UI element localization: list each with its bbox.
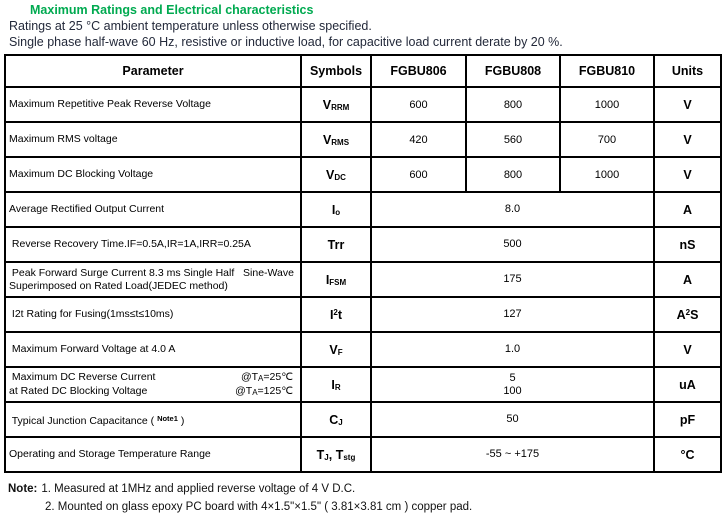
note-text-1: 1. Measured at 1MHz and applied reverse voltage of 4 V D.C. [41,483,356,495]
note-line-2 [45,498,727,516]
parameter-text [9,415,184,427]
value-line: 175 [503,273,522,285]
parameter-line [9,280,298,293]
parameter-text [9,448,211,460]
subscript-text: J [324,452,329,462]
parameter-cell [5,87,301,122]
text-segment: V [322,132,332,147]
value-cell-merged [371,332,654,367]
value-cell: 600 [371,157,466,192]
subscript-text: R [334,382,341,392]
symbol-cell [301,262,371,297]
value-line: 1.0 [504,343,521,355]
text-segment: °C [680,447,695,462]
parameter-cell [5,157,301,192]
unit-cell [654,262,721,297]
column-header: Symbols [301,55,371,87]
symbol-cell [301,227,371,262]
subscript-text: F [337,347,343,357]
condition-text [235,385,293,399]
value-line: 500 [503,238,522,250]
parameter-line [9,133,298,146]
parameter-cell [5,297,301,332]
text-segment: ) [177,414,185,427]
text-segment: V [683,97,692,112]
symbol-cell [301,192,371,227]
value-line: 127 [503,308,522,320]
value-cell: 800 [466,87,560,122]
subscript-text: DC [334,172,346,182]
unit-cell [654,122,721,157]
subscript-text: RMS [331,137,350,147]
parameter-line [9,98,298,111]
text-segment: V [329,342,338,357]
ratings-condition-line: Ratings at 25 °C ambient temperature unless otherwise specified. [9,19,372,33]
parameter-text [9,168,153,180]
text-segment: V [683,167,692,182]
text-segment: Maximum Forward Voltage at 4.0 A [9,343,176,355]
value-cell-merged [371,192,654,227]
parameter-text [9,238,251,250]
text-segment: V [683,132,692,147]
symbol-cell [301,367,371,402]
text-segment: Maximum Repetitive Peak Reverse Voltage [9,98,211,110]
table-row [5,157,721,192]
text-segment: at Rated DC Blocking Voltage [9,384,148,397]
table-row [5,122,721,157]
subscript-text: stg [343,452,356,462]
text-segment: A [682,272,693,287]
symbol-cell [301,437,371,472]
value-cell: 1000 [560,87,654,122]
text-segment: Trr [327,237,345,252]
text-segment: I [329,307,334,322]
column-header: Parameter [5,55,301,87]
text-segment: =125℃ [257,384,293,397]
value-cell-merged [371,402,654,437]
text-segment: Peak Forward Surge Current 8.3 ms Single Half Sine-Wave [9,266,294,279]
unit-cell [654,367,721,402]
parameter-text [9,343,175,355]
condition-text [241,371,293,385]
text-segment: I [325,272,330,287]
value-cell: 1000 [560,157,654,192]
parameter-line [9,238,298,251]
note-line-1 [8,480,727,498]
text-segment: A [682,202,693,217]
parameter-line [9,308,298,321]
parameter-text [9,98,211,110]
text-segment: A [676,307,686,322]
text-segment: uA [679,377,696,392]
text-segment: V [326,167,335,182]
table-row [5,367,721,402]
unit-cell [654,402,721,437]
value-cell: 700 [560,122,654,157]
parameter-text [9,308,173,320]
text-segment: Reverse Recovery Time.IF=0.5A,IR=1A,IRR=0.25A [9,238,251,250]
subscript-text: RRM [331,102,350,112]
table-row [5,192,721,227]
parameter-line [9,168,298,181]
text-segment: Superimposed on Rated Load(JEDEC method) [9,279,228,292]
value-line: 8.0 [504,203,521,215]
unit-cell [654,332,721,367]
column-header: Units [654,55,721,87]
text-segment: I2t Rating for Fusing(1ms≤t≤10ms) [9,308,174,320]
table-row [5,402,721,437]
subscript-text: FSM [329,277,347,287]
section-title: Maximum Ratings and Electrical characteristics [30,3,314,17]
note-text-2: 2. Mounted on glass epoxy PC board with 4×1.5"×1.5" ( 3.81×3.81 cm ) copper pad. [45,501,473,513]
text-segment: =25℃ [263,370,293,383]
maximum-ratings-table [4,54,722,473]
column-header: FGBU808 [466,55,560,87]
text-segment: Operating and Storage Temperature Range [9,448,211,460]
parameter-cell [5,227,301,262]
table-row [5,332,721,367]
symbol-cell [301,122,371,157]
text-segment: I [331,202,336,217]
value-cell-merged [371,297,654,332]
note-ref-text: Note1 [157,413,178,423]
text-segment: pF [679,412,696,427]
text-segment: @T [240,370,259,383]
unit-cell [654,87,721,122]
table-row [5,87,721,122]
parameter-cell [5,332,301,367]
subscript-text: o [335,207,341,217]
unit-cell [654,437,721,472]
notes-section [8,480,727,516]
parameter-text [9,371,155,385]
parameter-cell [5,262,301,297]
text-segment: V [683,342,692,357]
table-row [5,262,721,297]
column-header: FGBU810 [560,55,654,87]
text-segment: t [337,307,343,322]
unit-cell [654,157,721,192]
table-row [5,227,721,262]
load-condition-line: Single phase half-wave 60 Hz, resistive or inductive load, for capacitive load current derate by 20 %. [9,35,563,49]
symbol-cell [301,297,371,332]
parameter-line [9,412,298,428]
value-cell-merged [371,437,654,472]
note-label: Note: [8,483,38,495]
subscript-text: A [252,387,258,397]
parameter-cell [5,367,301,402]
text-segment: V [322,97,332,112]
unit-cell [654,297,721,332]
text-segment: Maximum DC Reverse Current [9,370,156,383]
value-cell: 560 [466,122,560,157]
unit-cell [654,192,721,227]
text-segment: Maximum DC Blocking Voltage [9,168,154,180]
parameter-line [9,343,298,356]
parameter-text [9,385,147,399]
superscript-text: 2 [685,307,691,317]
value-line: 5 [509,371,516,384]
parameter-line [9,385,298,399]
symbol-cell [301,402,371,437]
parameter-cell [5,122,301,157]
text-segment: nS [679,237,696,252]
text-segment: S [690,307,699,322]
text-segment: C [329,412,339,427]
parameter-line [9,203,298,216]
parameter-cell [5,192,301,227]
table-header-row [5,55,721,87]
symbol-cell [301,157,371,192]
table-row [5,437,721,472]
parameter-text [9,133,118,145]
parameter-text [9,280,228,292]
subscript-text: J [338,417,343,427]
value-line: 50 [506,413,519,425]
text-segment: @T [235,384,253,397]
parameter-line [9,267,298,280]
parameter-cell [5,402,301,437]
subscript-text: A [258,373,264,383]
value-line: 100 [503,384,522,397]
text-segment: T [316,447,325,462]
table-row [5,297,721,332]
value-cell: 420 [371,122,466,157]
parameter-line [9,448,298,461]
text-segment: , T [328,447,344,462]
parameter-cell [5,437,301,472]
value-cell-merged [371,367,654,402]
value-cell: 800 [466,157,560,192]
text-segment: Maximum RMS voltage [9,133,118,145]
symbol-cell [301,87,371,122]
superscript-text: 2 [333,307,338,317]
parameter-line [9,371,298,385]
value-cell-merged [371,227,654,262]
value-cell: 600 [371,87,466,122]
text-segment: I [331,377,335,392]
value-line: -55 ~ +175 [485,448,540,460]
text-segment: Average Rectified Output Current [9,203,165,215]
parameter-text [9,267,294,279]
column-header: FGBU806 [371,55,466,87]
unit-cell [654,227,721,262]
value-cell-merged [371,262,654,297]
parameter-text [9,203,164,215]
text-segment: Typical Junction Capacitance ( [9,414,158,427]
symbol-cell [301,332,371,367]
